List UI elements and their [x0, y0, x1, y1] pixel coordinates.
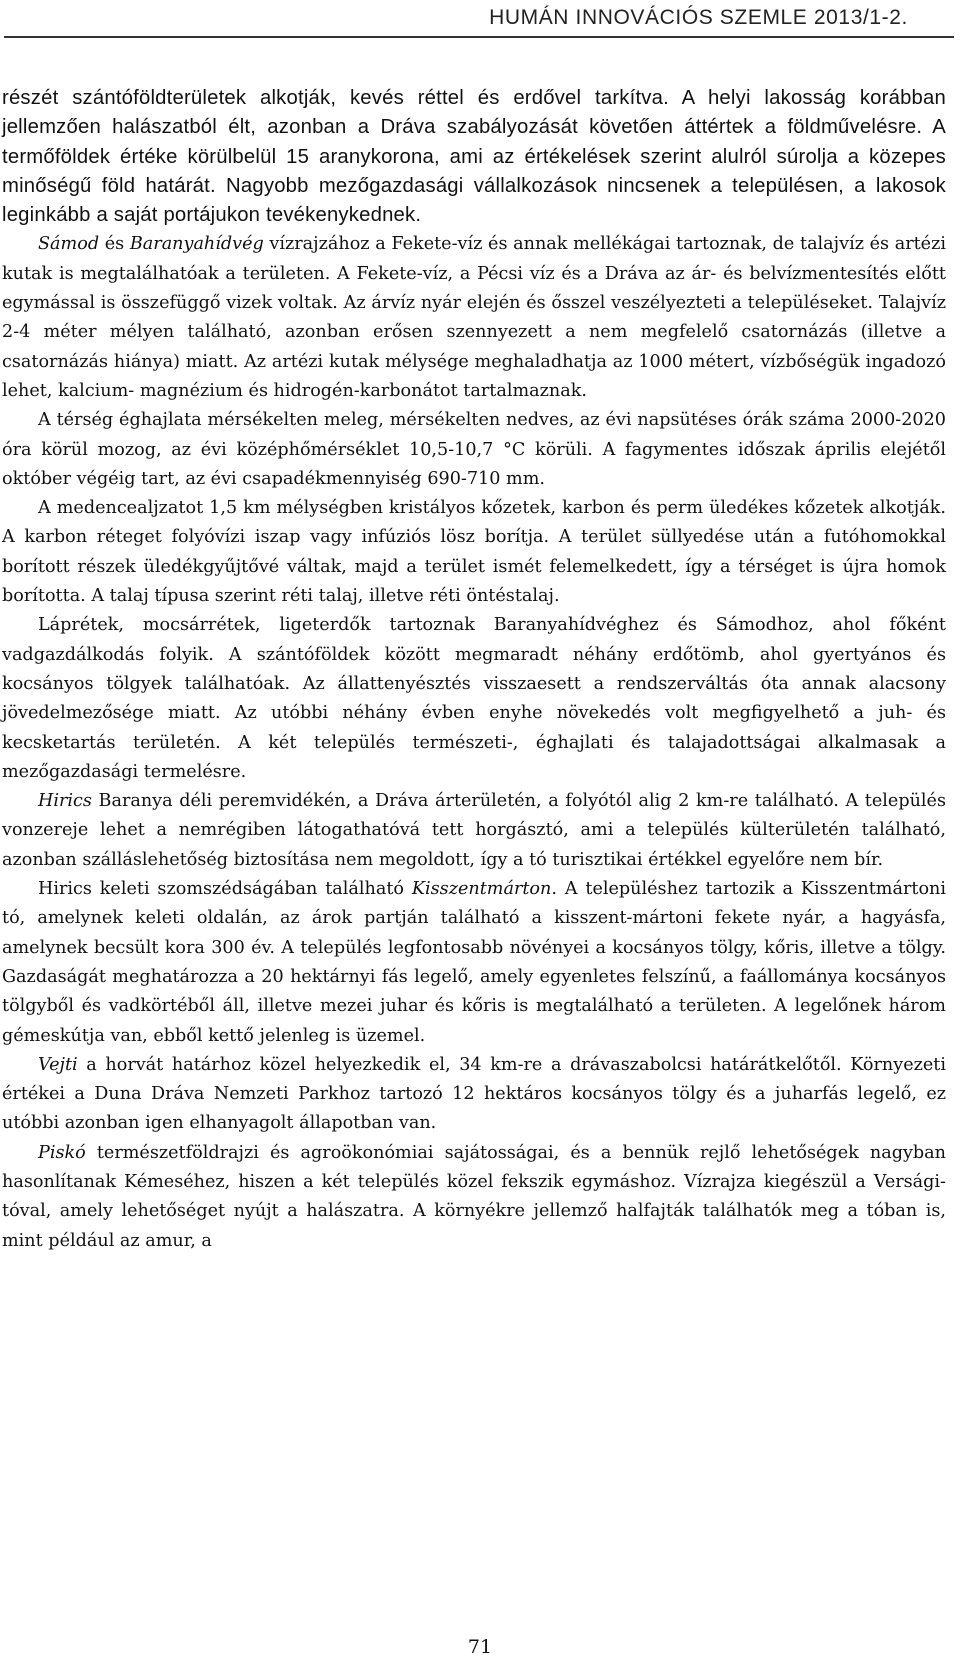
paragraph-4: A medencealjzatot 1,5 km mélységben kristályos kőzetek, karbon és perm üledékes kőzetek alkotják. A karbon réteget folyóvízi iszap vagy infúziós lösz borítja. A terület süllyedése után a futóhomokkal borított részek üledékgyűjtővé váltak, majd a terület ismét felemelkedett, így a térséget is újra homok borította. A talaj típusa szerint réti talaj, illetve réti öntéstalaj.	[2, 498, 946, 607]
paragraph-2-conjunction: és	[99, 234, 130, 255]
place-name-kisszentmarton: Kisszentmárton	[411, 879, 552, 900]
paragraph-5: Láprétek, mocsárrétek, ligeterdők tartoznak Baranyahídvéghez és Sámodhoz, ahol főként vadgazdálkodás folyik. A szántóföldek között megmaradt néhány erdőtömb, ahol gyertyános és kocsányos tölgyek találhatóak. Az állattenyésztés visszaesett a rendszerváltás óta annak alacsony jövedelmezősége miatt. Az utóbbi néhány évben enyhe növekedés volt megfigyelhető a juh- és kecsketartás területén. A két település természeti-, éghajlati és talajadottságai alkalmasak a mezőgazdasági termelésre.	[2, 615, 946, 782]
paragraph-9	[2, 1139, 946, 1256]
place-name-samod: Sámod	[38, 234, 100, 255]
paragraph-6-text: Baranya déli peremvidékén, a Dráva árterületén, a folyótól alig 2 km-re található. A település vonzereje lehet a nemrégiben látogathatóvá tett horgásztó, ami a település külterületén található, azonban szálláslehetőség biztosítása nem megoldott, így a tó turisztikai értékkel egyelőre nem bír.	[2, 791, 946, 870]
paragraph-3: A térség éghajlata mérsékelten meleg, mérsékelten nedves, az évi napsütéses órák száma 2000-2020 óra körül mozog, az évi középhőmérséklet 10,5-10,7 °C körüli. A fagymentes időszak április elejétől október végéig tart, az évi csapadékmennyiség 690-710 mm.	[2, 410, 946, 489]
body-text	[2, 84, 946, 1256]
place-name-vejti: Vejti	[38, 1054, 78, 1075]
paragraph-7-text: . A településhez tartozik a Kisszentmártoni tó, amelynek keleti oldalán, az árok partján található a kisszent-mártoni fekete nyár, a hagyásfa, amelynek becsült kora 300 év. A település legfontosabb növényei a kocsányos tölgy, kőris, illetve a tölgy. Gazdaságát meghatározza a 20 hektárnyi fás legelő, amely egyenletes felszínű, a faállománya kocsányos tölgyből és vadkörtéből áll, illetve mezei juhar és kőris is megtalálható a területen. A legelőnek három gémeskútja van, ebből kettő jelenleg is üzemel.	[2, 879, 946, 1046]
header-rule	[4, 36, 954, 38]
paragraph-7-lead: Hirics keleti szomszédságában található	[38, 879, 412, 900]
paragraph-8	[2, 1051, 946, 1139]
place-name-pisko: Piskó	[38, 1142, 86, 1163]
paragraph-2-text: vízrajzához a Fekete-víz és annak mellékágai tartoznak, de talajvíz és artézi kutak is megtalálhatóak a területen. A Fekete-víz, a Pécsi víz és a Dráva az ár- és belvízmentesítés előtt egymással is összefüggő vizek voltak. Az árvíz nyár elején és ősszel veszélyezteti a településeket. Talajvíz 2-4 méter mélyen található, azonban erősen szennyezett a nem megfelelő csatornázás (illetve a csatornázás hiánya) miatt. Az artézi kutak mélysége meghaladhatja az 1000 métert, vízbőségük ingadozó lehet, kalcium- magnézium és hidrogén-karbonátot tartalmaznak.	[2, 234, 946, 401]
place-name-baranyahidveg: Baranyahídvég	[129, 234, 264, 255]
running-header: HUMÁN INNOVÁCIÓS SZEMLE 2013/1-2.	[489, 6, 908, 29]
paragraph-8-text: a horvát határhoz közel helyezkedik el, 34 km-re a drávaszabolcsi határátkelőtől. Környezeti értékei a Duna Dráva Nemzeti Parkhoz tartozó 12 hektáros kocsányos tölgy és a juharfás legelő, ez utóbbi azonban igen elhanyagolt állapotban van.	[2, 1054, 946, 1134]
paragraph-7	[2, 875, 946, 1051]
paragraph-2	[2, 230, 946, 406]
paragraph-6	[2, 787, 946, 875]
page-number: 71	[467, 1636, 493, 1658]
paragraph-9-text: természetföldrajzi és agroökonómiai sajátosságai, és a bennük rejlő lehetőségek nagyban hasonlítanak Kémeséhez, hiszen a két település közel fekszik egymáshoz. Vízrajza kiegészül a Versági-tóval, amely lehetőséget nyújt a halászatra. A környékre jellemző halfajták találhatók meg a tóban is, mint például az amur, a	[2, 1142, 946, 1251]
place-name-hirics: Hirics	[38, 791, 92, 812]
paragraph-1: részét szántóföldterületek alkotják, kevés réttel és erdővel tarkítva. A helyi lakosság korábban jellemzően halászatból élt, azonban a Dráva szabályozását követően áttértek a földművelésre. A termőföldek értéke körülbelül 15 aranykorona, ami az értékelések szerint alulról súrolja a közepes minőségű föld határát. Nagyobb mezőgazdasági vállalkozások nincsenek a településen, a lakosok leginkább a saját portájukon tevékenykednek.	[2, 87, 946, 227]
